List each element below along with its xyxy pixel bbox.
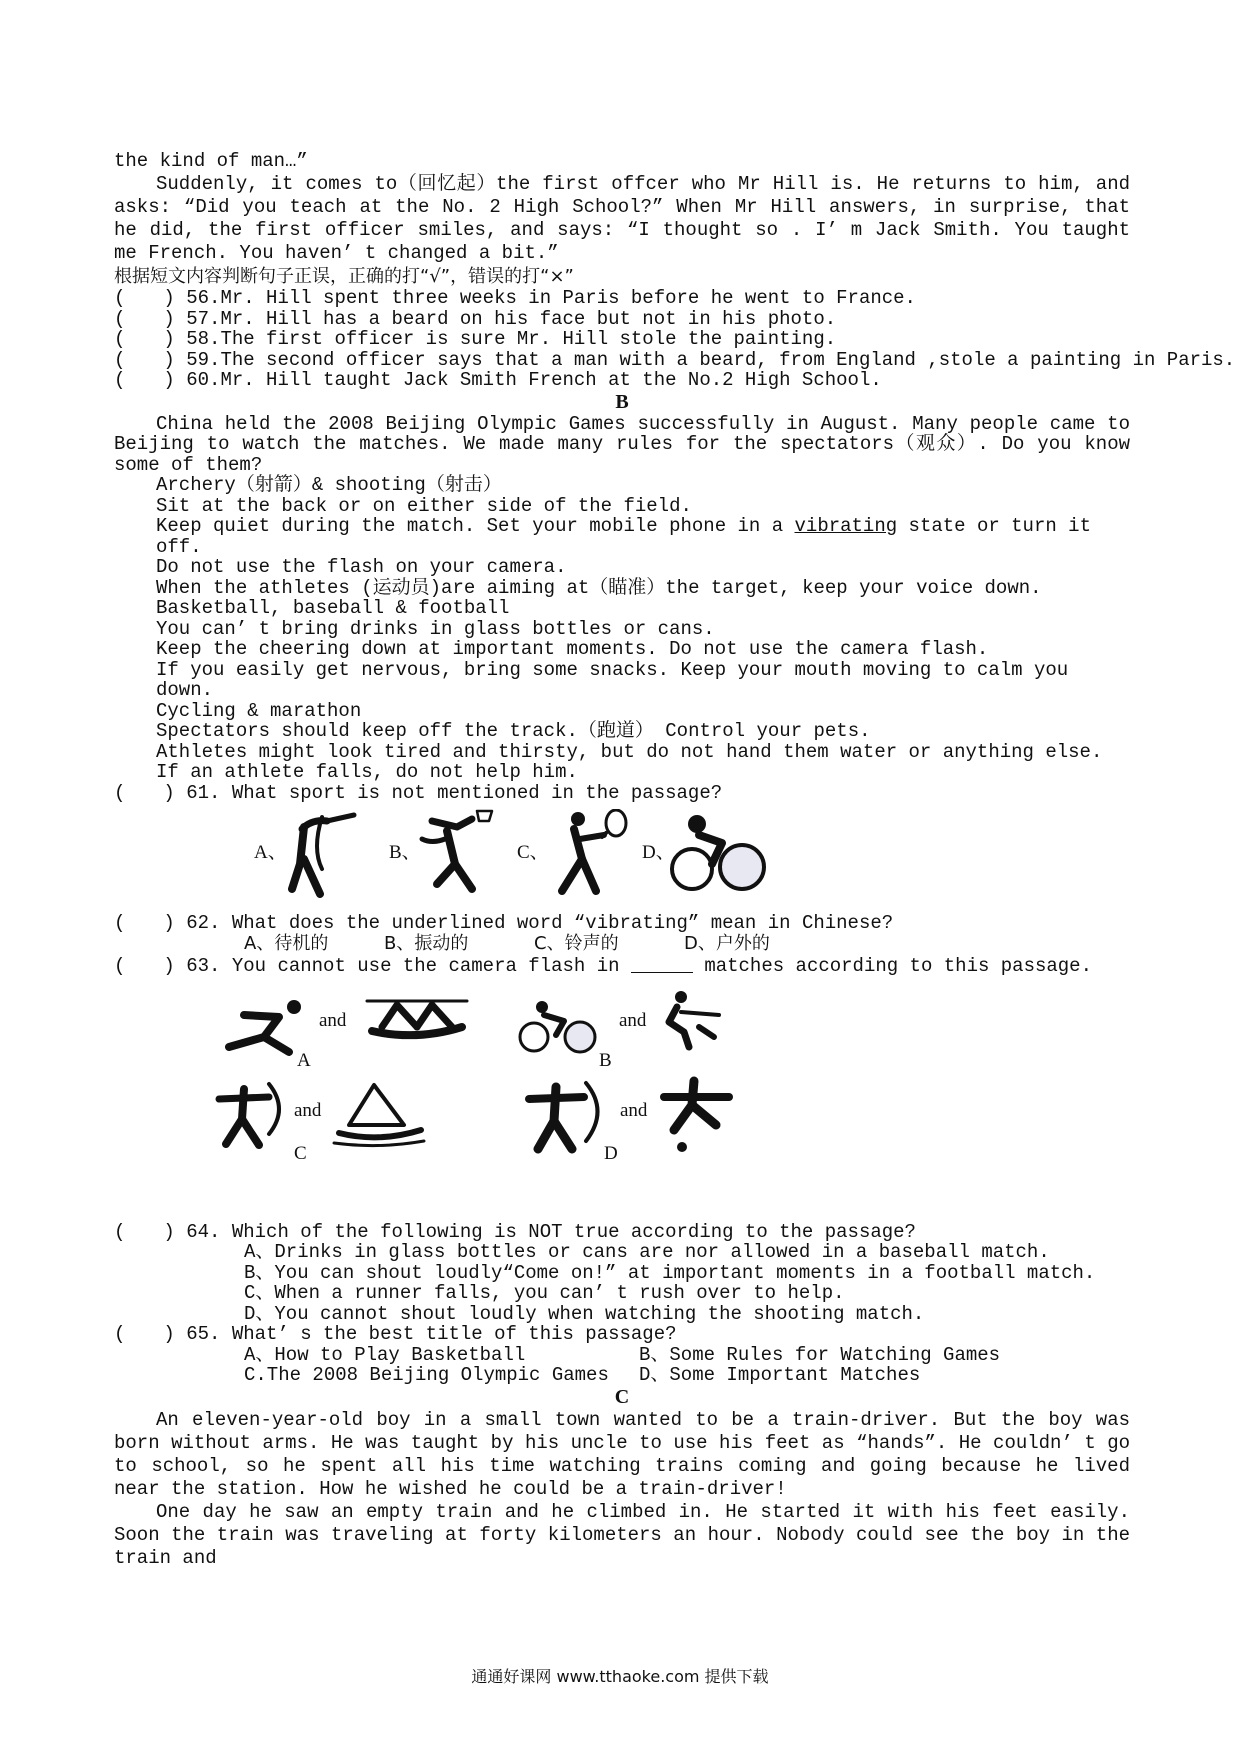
rule-line: You can’ t bring drinks in glass bottles or cans.	[156, 617, 715, 640]
answer-bracket-open[interactable]: (	[114, 307, 126, 330]
archery-pictogram-icon	[282, 809, 362, 899]
option-label[interactable]: B、	[389, 842, 421, 863]
document-body	[114, 150, 1236, 1570]
passage-a-paragraph: Suddenly, it comes to（回忆起）the first offcer who Mr Hill is. He returns to him, and asks: “Did you teach at the No. 2 High School?” When Mr Hill answers, in surprise, that he did, the first officer smiles, and says: “I thought so . I’ m Jack Smith. You taught me French. You haven’ t changed a bit.”	[114, 173, 1130, 264]
question-number: 58.	[186, 328, 221, 350]
question-62: ( ) 62. What does the underlined word “vibrating” mean in Chinese?	[114, 912, 894, 934]
rule-heading-archery: Archery（射箭）& shooting（射击）	[156, 474, 502, 496]
rule-line: If you easily get nervous, bring some snacks. Keep your mouth moving to calm you down.	[156, 658, 1080, 701]
question-65: ( ) 65. What’ s the best title of this passage?	[114, 1323, 677, 1345]
question-text: Mr. Hill taught Jack Smith French at the No.2 High School.	[220, 369, 882, 391]
option-label[interactable]: C、	[517, 842, 549, 863]
answer-bracket-open[interactable]: (	[114, 287, 126, 309]
option-d[interactable]: D、户外的	[684, 932, 770, 954]
question-number: 56.	[186, 287, 221, 309]
answer-bracket-open[interactable]: (	[114, 1323, 126, 1345]
option-c[interactable]: C、铃声的	[534, 932, 619, 954]
question-number: 59.	[186, 348, 221, 371]
question-61: ( ) 61. What sport is not mentioned in the passage?	[114, 781, 723, 804]
and-label: and	[620, 1099, 648, 1121]
shooting-pictogram-icon	[659, 987, 729, 1052]
rule-heading-ball-games: Basketball, baseball & football	[156, 597, 510, 619]
question-56: ( ) 56.Mr. Hill spent three weeks in Paris before he went to France.	[114, 287, 916, 309]
option-a[interactable]: A、How to Play Basketball	[244, 1343, 526, 1366]
option-b[interactable]: B、Some Rules for Watching Games	[639, 1343, 1001, 1366]
answer-blank[interactable]	[631, 954, 693, 973]
running-pictogram-icon	[214, 997, 314, 1057]
q62-options	[114, 934, 1130, 955]
question-number: 60.	[186, 369, 221, 391]
rule-line: If an athlete falls, do not help him.	[156, 761, 578, 783]
option-c[interactable]: C、When a runner falls, you can’ t rush over to help.	[244, 1282, 845, 1304]
question-text: Mr. Hill has a beard on his face but not in his photo.	[220, 307, 837, 330]
option-label[interactable]: D、	[642, 842, 675, 863]
canoe-pictogram-icon	[329, 1075, 429, 1150]
answer-bracket-open[interactable]: (	[114, 1220, 126, 1243]
rule-heading-cycling: Cycling & marathon	[156, 699, 362, 722]
rule-line: Keep quiet during the match. Set your mobile phone in a vibrating state or turn it off.	[156, 515, 1103, 558]
rule-line: Athletes might look tired and thirsty, but do not hand them water or anything else.	[156, 740, 1103, 763]
question-64: ( ) 64. Which of the following is NOT true according to the passage?	[114, 1220, 916, 1243]
page-footer: 通通好课网 www.tthaoke.com 提供下载	[471, 1667, 769, 1686]
section-title-b: B	[615, 390, 629, 413]
option-d[interactable]: D、Some Important Matches	[639, 1364, 921, 1386]
passage-b-intro: China held the 2008 Beijing Olympic Games successfully in August. Many people came to Beijing to watch the matches. We made many rules for the spectators（观众）. Do you know some of them?	[114, 412, 1130, 476]
rule-line: Spectators should keep off the track.（跑道） Control your pets.	[156, 720, 871, 742]
underlined-word-vibrating: vibrating	[794, 515, 898, 537]
answer-bracket-open[interactable]: (	[114, 369, 126, 391]
rowing-pictogram-icon	[362, 991, 472, 1051]
option-c[interactable]: C.The 2008 Beijing Olympic Games	[244, 1364, 609, 1386]
cycling-pictogram-icon	[667, 809, 767, 899]
answer-bracket-open[interactable]: (	[114, 781, 126, 804]
q65-options-row2	[114, 1365, 1130, 1386]
option-label-c[interactable]: C	[294, 1142, 307, 1164]
question-63: ( ) 63. You cannot use the camera flash in matches according to this passage.	[114, 955, 1092, 977]
passage-c-paragraph-1: An eleven-year-old boy in a small town wanted to be a train-driver. But the boy was born without arms. He was taught by his uncle to use his feet as “hands”. He couldn’ t go to school, so he spent all his time watching trains coming and going because he lived near the station. How he wished he could be a train-driver!	[114, 1408, 1130, 1500]
option-a[interactable]: A、待机的	[244, 932, 329, 954]
option-label[interactable]: A、	[254, 842, 287, 863]
section-title-c: C	[614, 1385, 630, 1408]
cycling-pictogram-icon	[514, 999, 604, 1054]
question-59: ( ) 59.The second officer says that a man with a beard, from England ,stole a painting in Paris.	[114, 348, 1236, 371]
passage-a-line: the kind of man…”	[114, 150, 308, 172]
and-label: and	[294, 1099, 322, 1121]
basketball-pictogram-icon	[417, 809, 497, 899]
option-b[interactable]: B、振动的	[384, 932, 469, 954]
question-list-56-60	[114, 287, 1236, 391]
passage-b	[114, 414, 1130, 804]
questions-62-63	[114, 913, 1130, 977]
question-57: ( ) 57.Mr. Hill has a beard on his face but not in his photo.	[114, 307, 837, 330]
answer-bracket-open[interactable]: (	[114, 912, 126, 934]
rule-line: When the athletes (运动员)are aiming at（瞄准）the target, keep your voice down.	[156, 576, 1042, 599]
archery-pictogram-icon	[214, 1079, 294, 1149]
question-60: ( ) 60.Mr. Hill taught Jack Smith French at the No.2 High School.	[114, 369, 882, 391]
q63-picture-options	[114, 977, 1130, 1222]
q61-picture-options	[114, 803, 1130, 913]
question-text: The second officer says that a man with a beard, from England ,stole a painting in Paris.	[220, 348, 1236, 371]
true-false-instruction: 根据短文内容判断句子正误，正确的打“√”，错误的打“×”	[114, 266, 574, 287]
option-b[interactable]: B、You can shout loudly“Come on!” at important moments in a football match.	[244, 1261, 1096, 1284]
rule-line: Keep the cheering down at important moments. Do not use the camera flash.	[156, 638, 989, 660]
option-a[interactable]: A、Drinks in glass bottles or cans are nor allowed in a baseball match.	[244, 1241, 1050, 1263]
answer-bracket-open[interactable]: (	[114, 328, 126, 350]
and-label: and	[619, 1009, 647, 1031]
question-text: The first officer is sure Mr. Hill stole the painting.	[220, 328, 837, 350]
shooting-pictogram-icon	[654, 1075, 744, 1155]
q65-options-row1	[114, 1345, 1130, 1366]
passage-c-paragraph-2: One day he saw an empty train and he climbed in. He started it with his feet easily. Soon the train was traveling at forty kilometers an hour. Nobody could see the boy in the train and	[114, 1500, 1130, 1569]
question-58: ( ) 58.The first officer is sure Mr. Hill stole the painting.	[114, 328, 837, 350]
option-label-b[interactable]: B	[599, 1049, 612, 1071]
and-label: and	[319, 1009, 347, 1031]
option-d[interactable]: D、You cannot shout loudly when watching the shooting match.	[244, 1302, 925, 1325]
tennis-pictogram-icon	[544, 809, 634, 899]
question-text: Mr. Hill spent three weeks in Paris before he went to France.	[220, 287, 916, 309]
option-label-d[interactable]: D	[604, 1142, 618, 1164]
rule-line: Do not use the flash on your camera.	[156, 556, 567, 578]
answer-bracket-open[interactable]: (	[114, 955, 126, 977]
archery-pictogram-icon	[524, 1079, 614, 1154]
questions-64-65	[114, 1222, 1130, 1386]
option-label-a[interactable]: A	[297, 1049, 311, 1071]
question-number: 57.	[186, 307, 221, 330]
answer-bracket-open[interactable]: (	[114, 348, 126, 371]
rule-line: Sit at the back or on either side of the field.	[156, 494, 692, 517]
